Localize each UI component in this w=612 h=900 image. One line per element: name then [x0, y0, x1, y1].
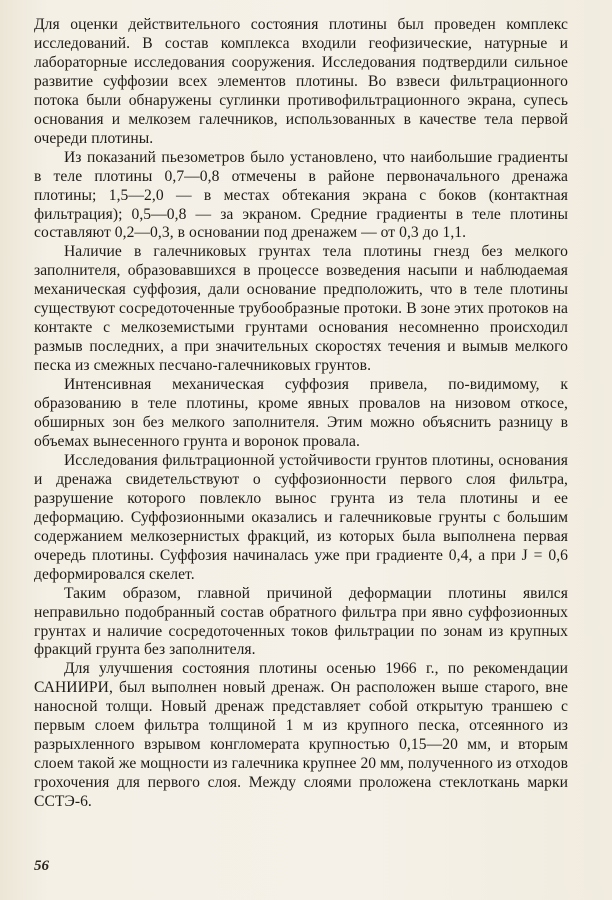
- paragraph-7: Для улучшения состояния плотины осенью 1966 г., по рекомендации САНИИРИ, был выполнен новый дренаж. Он расположен выше старого, вне наносной толщи. Новый дренаж представляет собой открытую траншею с первым слоем фильтра толщиной 1 м из крупного песка, отсеянного из разрыхленного взрывом конгломерата крупностью 0,15—20 мм, и вторым слоем такой же мощности из галечника крупнее 20 мм, полученного из отходов грохочения для первого слоя. Между слоями проложена стеклоткань марки ССТЭ-6.: [34, 660, 568, 811]
- paragraph-1: Для оценки действительного состояния плотины был проведен комплекс исследований. В состав комплекса входили геофизические, натурные и лабораторные исследования сооружения. Исследования подтвердили сильное развитие суффозии всех элементов плотины. Во взвеси фильтрационного потока были обнаружены суглинки противофильтрационного экрана, супесь основания и мелкозем галечников, использованных в качестве тела первой очереди плотины.: [34, 16, 568, 147]
- paragraph-3: Наличие в галечниковых грунтах тела плотины гнезд без мелкого заполнителя, образовавшихся в процессе возведения насыпи и наблюдаемая механическая суффозия, дали основание предположить, что в теле плотины существуют сосредоточенные трубообразные протоки. В зоне этих протоков на контакте с мелкоземистыми грунтами основания несомненно происходил размыв последних, а при значительных скоростях течения и вымыв мелкого песка из смежных песчано-галечниковых грунтов.: [34, 243, 568, 375]
- paragraph-5: Исследования фильтрационной устойчивости грунтов плотины, основания и дренажа свидетельствуют о суффозионности первого слоя фильтра, разрушение которого повлекло вынос грунта из тела плотины и ее деформацию. Суффозионными оказались и галечниковые грунты с большим содержанием мелкозернистых фракций, из которых была выполнена первая очередь плотины. Суффозия начиналась уже при градиенте 0,4, а при J = 0,6 деформировался скелет.: [34, 451, 568, 583]
- page-number: 56: [34, 858, 49, 874]
- body-text: [34, 16, 568, 812]
- paragraph-6: Таким образом, главной причиной деформации плотины явился неправильно подобранный состав обратного фильтра при явно суффозионных грунтах и наличие сосредоточенных токов фильтрации по зонам из крупных фракций грунта без заполнителя.: [34, 584, 568, 659]
- paragraph-2: Из показаний пьезометров было установлено, что наибольшие градиенты в теле плотины 0,7—0,8 отмечены в районе первоначального дренажа плотины; 1,5—2,0 — в местах обтекания экрана с боков (контактная фильтрация); 0,5—0,8 — за экраном. Средние градиенты в теле плотины составляют 0,2—0,3, в основании под дренажем — от 0,3 до 1,1.: [34, 148, 568, 242]
- paragraph-4: Интенсивная механическая суффозия привела, по-видимому, к образованию в теле плотины, кроме явных провалов на низовом откосе, обширных зон без мелкого заполнителя. Этим можно объяснить разницу в объемах вынесенного грунта и воронок провала.: [34, 376, 568, 450]
